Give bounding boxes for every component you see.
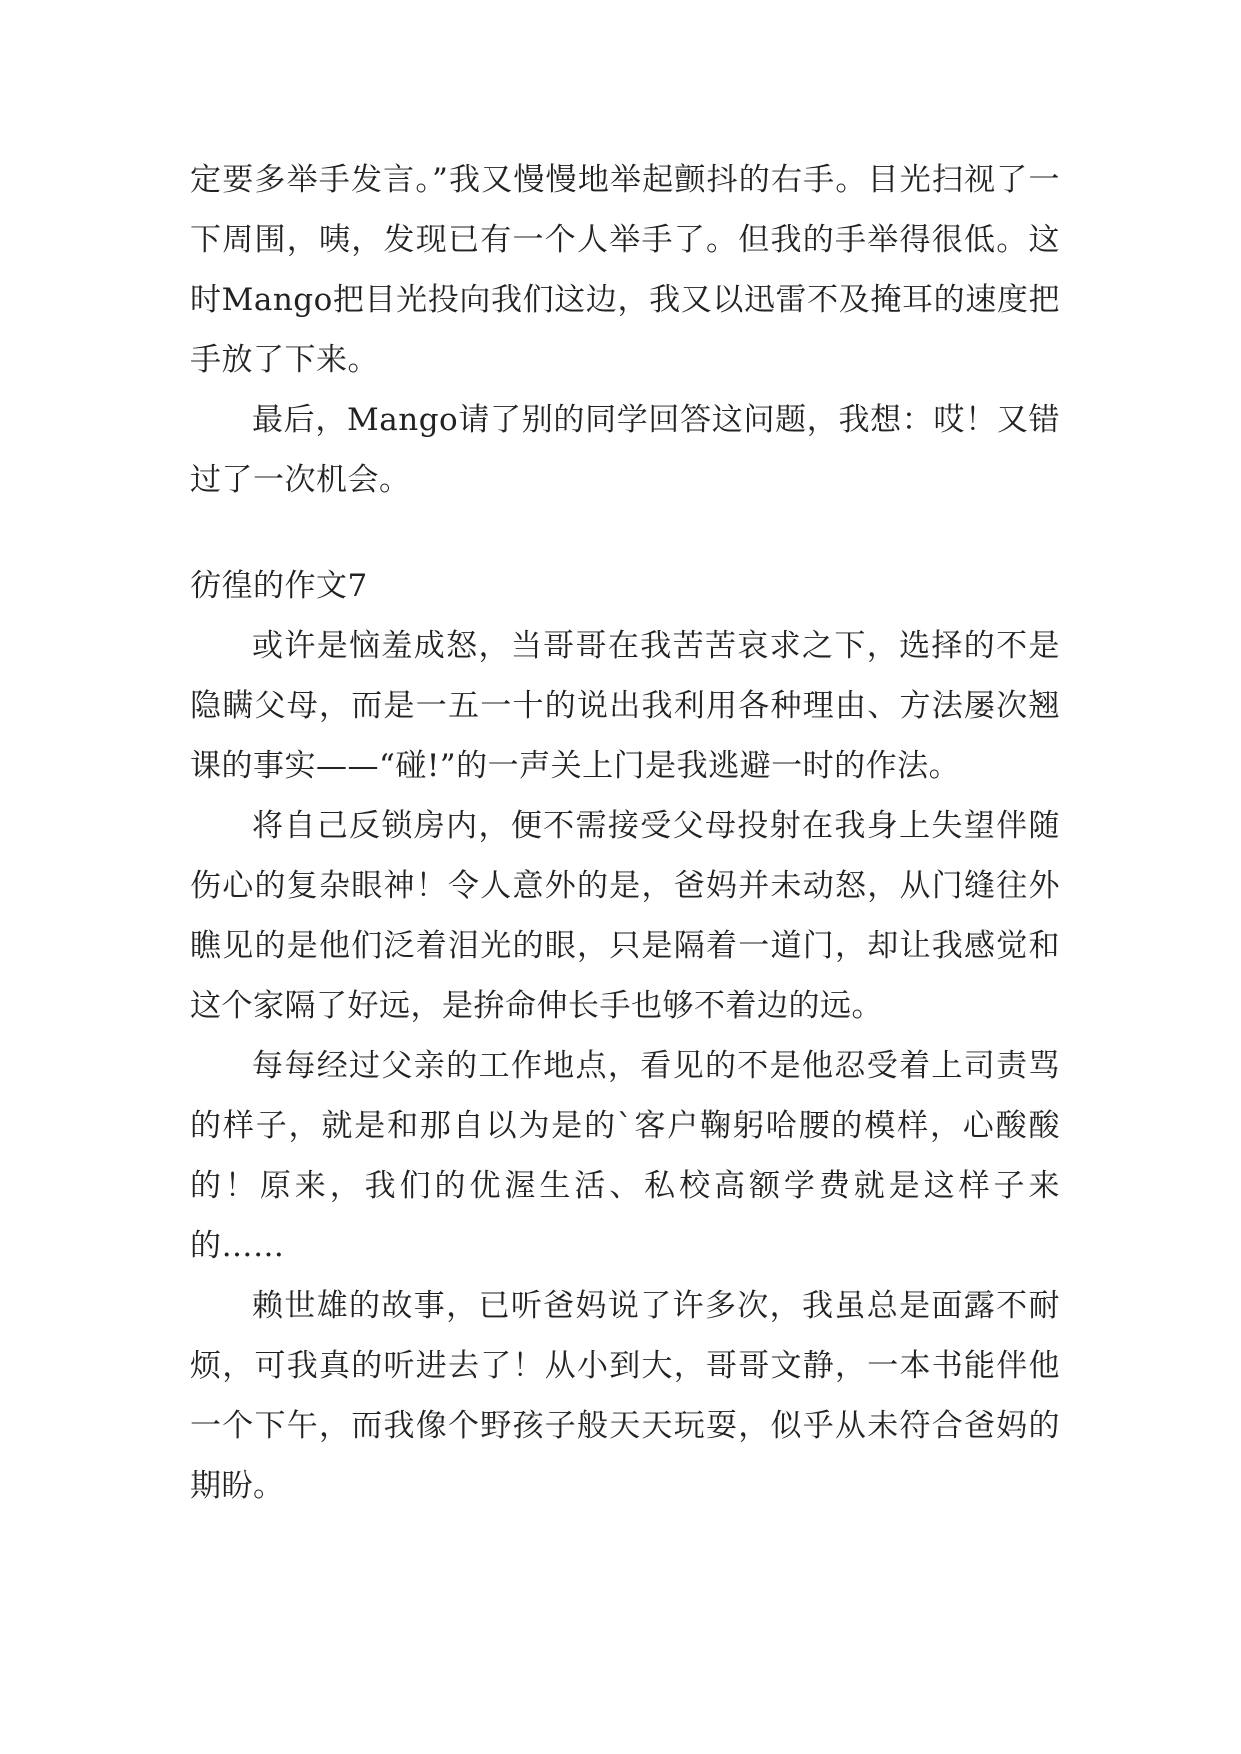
paragraph-6: 赖世雄的故事，已听爸妈说了许多次，我虽总是面露不耐烦，可我真的听进去了！从小到大，哥哥文静，一本书能伴他一个下午，而我像个野孩子般天天玩耍，似乎从未符合爸妈的期盼。 xyxy=(190,1288,1060,1504)
document-page xyxy=(190,150,1060,1516)
section-title: 彷徨的作文7 xyxy=(190,568,368,604)
paragraph-4: 将自己反锁房内，便不需接受父母投射在我身上失望伴随伤心的复杂眼神！令人意外的是，爸妈并未动怒，从门缝往外瞧见的是他们泛着泪光的眼，只是隔着一道门，却让我感觉和这个家隔了好远，是拚命伸长手也够不着边的远。 xyxy=(190,808,1060,1024)
paragraph-2: 最后，Mango请了别的同学回答这问题，我想：哎！又错过了一次机会。 xyxy=(190,402,1060,498)
paragraph-3: 或许是恼羞成怒，当哥哥在我苦苦哀求之下，选择的不是隐瞒父母，而是一五一十的说出我利用各种理由、方法屡次翘课的事实——“碰!”的一声关上门是我逃避一时的作法。 xyxy=(190,628,1060,784)
section-spacer xyxy=(190,510,1060,556)
paragraph-1: 定要多举手发言。”我又慢慢地举起颤抖的右手。目光扫视了一下周围，咦，发现已有一个人举手了。但我的手举得很低。这时Mango把目光投向我们这边，我又以迅雷不及掩耳的速度把手放了下来。 xyxy=(190,162,1060,378)
paragraph-5: 每每经过父亲的工作地点，看见的不是他忍受着上司责骂的样子，就是和那自以为是的`客户鞠躬哈腰的模样，心酸酸的！原来，我们的优渥生活、私校高额学费就是这样子来的…… xyxy=(190,1048,1060,1264)
